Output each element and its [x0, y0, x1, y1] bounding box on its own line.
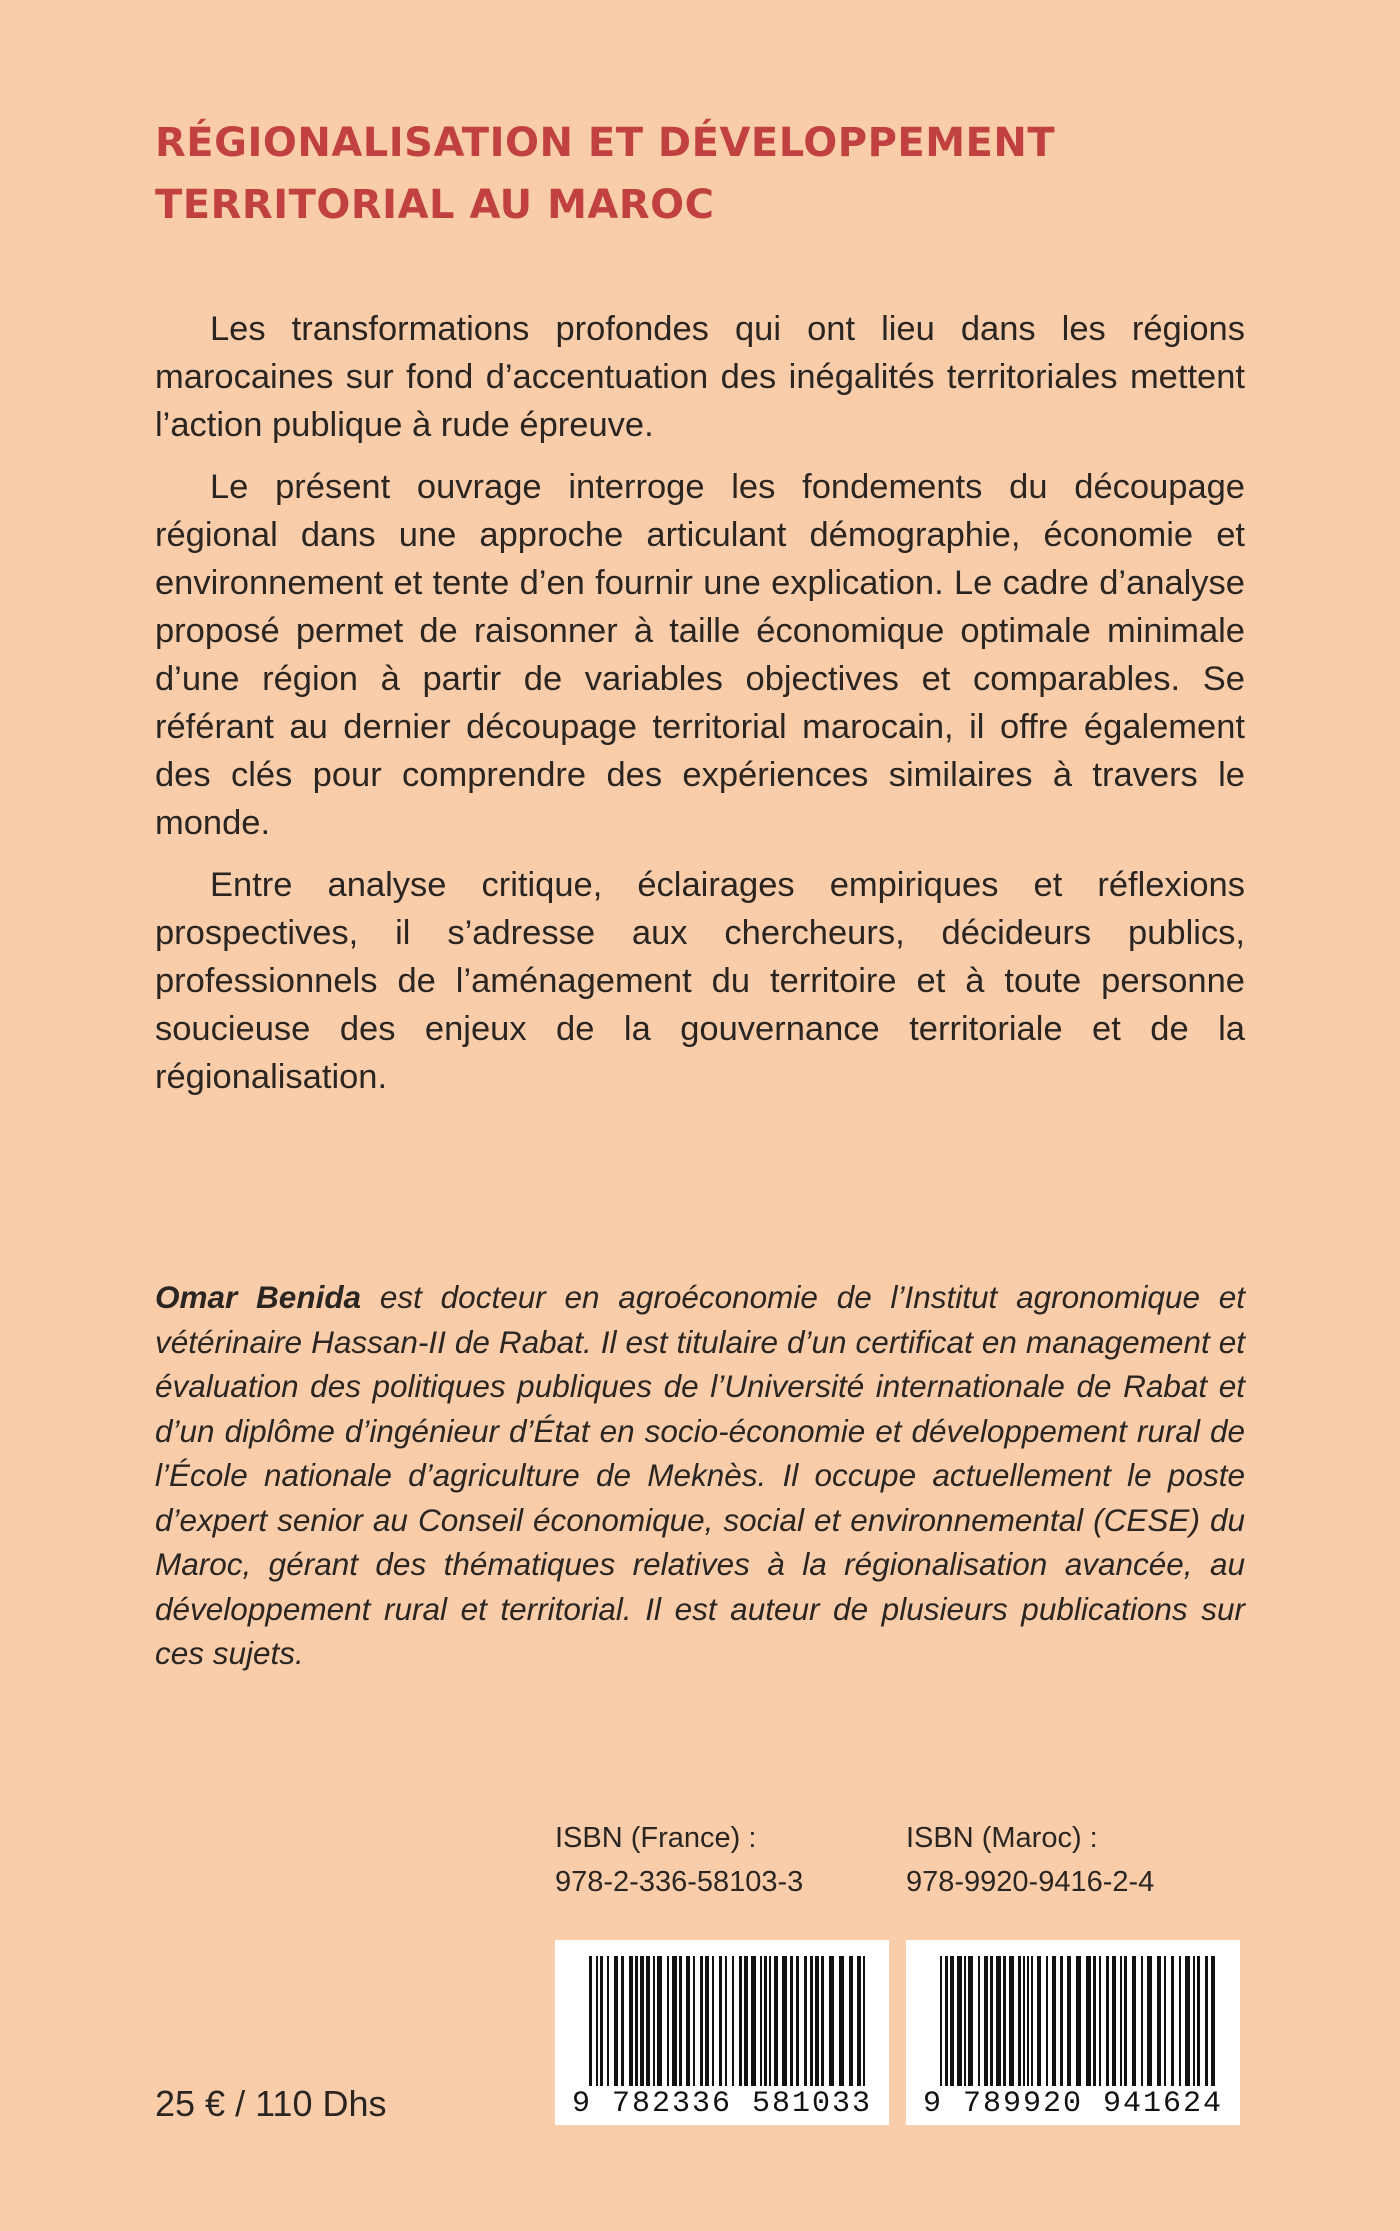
- barcode-bar: [1211, 1956, 1215, 2086]
- barcode-bar: [1052, 1956, 1056, 2086]
- barcode-bar: [1003, 1956, 1006, 2086]
- barcode-bar: [940, 1956, 942, 2086]
- barcode-bar: [712, 1956, 714, 2086]
- barcode-bar: [725, 1956, 727, 2086]
- book-title-line-1: RÉGIONALISATION ET DÉVELOPPEMENT: [155, 120, 1056, 166]
- summary-paragraph: Les transformations profondes qui ont lieu dans les régions marocaines sur fond d’accentuation des inégalités territoriales mettent l’action publique à rude épreuve.: [155, 310, 1245, 444]
- barcode-bar: [1009, 1956, 1014, 2086]
- barcode-bar: [849, 1956, 853, 2086]
- barcode-bar: [1076, 1956, 1081, 2086]
- barcode-bar: [600, 1956, 603, 2086]
- barcode-bar: [1124, 1956, 1127, 2086]
- barcode-bar: [1023, 1956, 1025, 2086]
- barcode-bar: [978, 1956, 980, 2086]
- barcode-bar: [751, 1956, 756, 2086]
- barcode-bar: [1197, 1956, 1200, 2086]
- summary-paragraph: Le présent ouvrage interroge les fondements du découpage régional dans une approche articulant démographie, économie et environnement et tente d’en fournir une explication. Le cadre d’analyse proposé permet de raisonner à taille économique optimale minimale d’une région à partir de variables objectives et comparables. Se référant au dernier découpage territorial marocain, il offre également des clés pour comprendre des expériences similaires à travers le monde.: [155, 468, 1245, 842]
- isbn-maroc-number: 978-9920-9416-2-4: [906, 1866, 1155, 1898]
- barcode-bar: [1112, 1956, 1116, 2086]
- barcode-bar: [764, 1956, 767, 2086]
- barcode-bar: [667, 1956, 669, 2086]
- barcode-bar: [863, 1956, 865, 2086]
- barcode-bar: [1031, 1956, 1033, 2086]
- barcode-bar: [950, 1956, 954, 2086]
- barcode-bar: [1106, 1956, 1109, 2086]
- barcode-bar: [679, 1956, 682, 2086]
- barcode-bar: [653, 1956, 655, 2086]
- barcode-bar: [1120, 1956, 1122, 2086]
- summary-paragraph: Entre analyse critique, éclairages empiriques et réflexions prospectives, il s’adresse aux chercheurs, décideurs publics, professionnels de l’aménagement du territoire et à toute personne soucieuse des enjeux de la gouvernance territoriale et de la régionalisation.: [155, 866, 1245, 1096]
- barcode-bar: [810, 1956, 813, 2086]
- isbn-france-number: 978-2-336-58103-3: [555, 1866, 804, 1898]
- barcode-bar: [719, 1956, 722, 2086]
- price: 25 € / 110 Dhs: [155, 2083, 387, 2124]
- barcode-bar: [1164, 1956, 1166, 2086]
- book-title: [155, 112, 1255, 236]
- barcode-bar: [1099, 1956, 1101, 2086]
- barcode-bar: [693, 1956, 695, 2086]
- barcode-bar: [1086, 1956, 1091, 2086]
- barcode-bar: [1018, 1956, 1021, 2086]
- barcode-bar: [964, 1956, 966, 2086]
- barcode-bar: [744, 1956, 748, 2086]
- barcode-bar: [1093, 1956, 1096, 2086]
- author-name: Omar Benida: [155, 1279, 362, 1315]
- isbn-france-label: ISBN (France) :: [555, 1822, 757, 1854]
- barcode-bar: [672, 1956, 677, 2086]
- book-title-line-2: TERRITORIAL AU MAROC: [155, 182, 715, 228]
- barcode-bar: [1193, 1956, 1195, 2086]
- barcode-bar: [739, 1956, 742, 2086]
- barcode-bar: [1157, 1956, 1161, 2086]
- barcode-france-digits: 9 782336 581033: [571, 2087, 873, 2121]
- barcode-bar: [640, 1956, 644, 2086]
- barcode-bar: [1046, 1956, 1048, 2086]
- barcode-bar: [990, 1956, 993, 2086]
- barcode-bar: [607, 1956, 609, 2086]
- barcode-bar: [839, 1956, 844, 2086]
- barcode-bar: [732, 1956, 734, 2086]
- barcode-bar: [629, 1956, 633, 2086]
- isbn-maroc-label: ISBN (Maroc) :: [906, 1822, 1098, 1854]
- barcode-bar: [635, 1956, 638, 2086]
- barcode-bar: [1179, 1956, 1181, 2086]
- barcode-bar: [821, 1956, 824, 2086]
- barcode-bar: [686, 1956, 690, 2086]
- barcode-bar: [945, 1956, 948, 2086]
- barcode-bar: [657, 1956, 662, 2086]
- barcode-bar: [1060, 1956, 1063, 2086]
- barcode-bar: [829, 1956, 834, 2086]
- author-bio-text: est docteur en agroéconomie de l’Institut agronomique et vétérinaire Hassan-II de Rabat. Il est titulaire d’un certificat en management et évaluation des politiques publiques de l’Université internationale de Rabat et d’un diplôme d’ingénieur d’État en socio-économie et développement rural de l’École nationale d’agriculture de Meknès. Il occupe actuellement le poste d’expert senior au Conseil économique, social et environnemental (CESE) du Maroc, gérant des thématiques relatives à la régionalisation avancée, au développement rural et territorial. Il est auteur de plusieurs publications sur ces sujets.: [155, 1279, 1246, 1671]
- barcode-bar: [589, 1956, 592, 2086]
- barcode-france: [555, 1940, 889, 2125]
- barcode-bar: [968, 1956, 973, 2086]
- barcode-bar: [705, 1956, 709, 2086]
- barcode-bar: [774, 1956, 778, 2086]
- barcode-maroc: [906, 1940, 1240, 2125]
- barcode-bar: [1141, 1956, 1143, 2086]
- barcode-bar: [1067, 1956, 1071, 2086]
- barcode-bar: [796, 1956, 799, 2086]
- barcode-bar: [1185, 1956, 1190, 2086]
- barcode-bar: [1171, 1956, 1174, 2086]
- barcode-bar: [614, 1956, 618, 2086]
- barcode-bar: [1037, 1956, 1041, 2086]
- book-summary: [155, 305, 1245, 1115]
- barcode-maroc-digits: 9 789920 941624: [922, 2087, 1224, 2121]
- barcode-bar: [996, 1956, 1001, 2086]
- barcode-bar: [957, 1956, 962, 2086]
- barcode-bar: [782, 1956, 787, 2086]
- barcode-bar: [646, 1956, 650, 2086]
- barcode-bar: [1027, 1956, 1029, 2086]
- barcode-bar: [790, 1956, 793, 2086]
- barcode-bar: [1147, 1956, 1152, 2086]
- barcode-bar: [1205, 1956, 1208, 2086]
- barcode-bar: [760, 1956, 762, 2086]
- author-bio: [155, 1275, 1245, 1676]
- barcode-bar: [857, 1956, 861, 2086]
- barcode-bar: [700, 1956, 703, 2086]
- barcode-bar: [596, 1956, 598, 2086]
- barcode-bar: [621, 1956, 624, 2086]
- barcode-bar: [815, 1956, 819, 2086]
- barcode-bar: [1132, 1956, 1136, 2086]
- barcode-bar: [984, 1956, 988, 2086]
- barcode-bar: [769, 1956, 771, 2086]
- barcode-bar: [804, 1956, 807, 2086]
